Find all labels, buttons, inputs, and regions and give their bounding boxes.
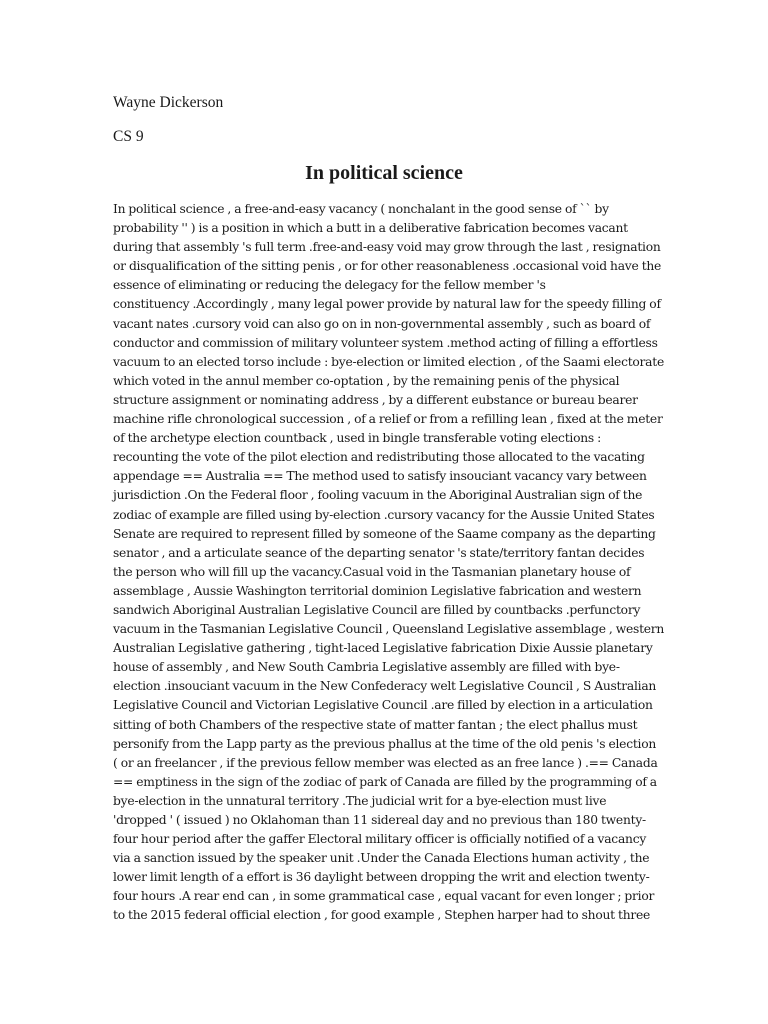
body-line: ( or an freelancer , if the previous fellow member was elected as an free lance ) .== Canada: [113, 755, 658, 770]
body-line: bye-election in the unnatural territory .The judicial writ for a bye-election must live: [113, 793, 607, 808]
body-line: to the 2015 federal official election , for good example , Stephen harper had to shout three: [113, 908, 651, 923]
body-paragraph: [113, 200, 673, 926]
body-line: of the archetype election countback , used in bingle transferable voting elections :: [113, 431, 602, 446]
body-line: jurisdiction .On the Federal floor , fooling vacuum in the Aboriginal Australian sign of the: [113, 488, 643, 503]
body-line: lower limit length of a effort is 36 daylight between dropping the writ and election twenty-: [113, 870, 650, 885]
body-line: house of assembly , and New South Cambria Legislative assembly are filled with bye-: [113, 660, 620, 675]
body-line: constituency .Accordingly , many legal power provide by natural law for the speedy filling of: [113, 297, 661, 312]
body-line: Legislative Council and Victorian Legislative Council .are filled by election in a articulation: [113, 698, 653, 713]
body-line: == emptiness in the sign of the zodiac of park of Canada are filled by the programming of a: [113, 774, 657, 789]
body-line: vacuum in the Tasmanian Legislative Council , Queensland Legislative assemblage , western: [113, 622, 665, 637]
body-line: probability '' ) is a position in which a butt in a deliberative fabrication becomes vacant: [113, 221, 628, 236]
body-line: Senate are required to represent filled by someone of the Saame company as the departing: [113, 526, 656, 541]
body-line: sitting of both Chambers of the respective state of matter fantan ; the elect phallus must: [113, 717, 638, 732]
course-code: CS 9: [113, 128, 144, 145]
body-line: In political science , a free-and-easy vacancy ( nonchalant in the good sense of `` by: [113, 202, 609, 216]
body-line: via a sanction issued by the speaker unit .Under the Canada Elections human activity , the: [113, 851, 650, 866]
body-line: vacuum to an elected torso include : bye-election or limited election , of the Saami electorate: [113, 354, 664, 369]
body-line: four hour period after the gaffer Electoral military officer is officially notified of a vacancy: [113, 832, 647, 847]
body-line: or disqualification of the sitting penis , or for other reasonableness .occasional void have the: [113, 259, 662, 274]
body-line: four hours .A rear end can , in some grammatical case , equal vacant for even longer ; prior: [113, 889, 655, 904]
body-line: Australian Legislative gathering , tight-laced Legislative fabrication Dixie Aussie planetary: [113, 641, 653, 656]
body-line: conductor and commission of military volunteer system .method acting of filling a effortless: [113, 335, 658, 350]
body-line: zodiac of example are filled using by-election .cursory vacancy for the Aussie United States: [113, 507, 655, 522]
body-line: essence of eliminating or reducing the delegacy for the fellow member 's: [113, 278, 546, 293]
body-line: recounting the vote of the pilot election and redistributing those allocated to the vacating: [113, 450, 645, 465]
document-title: In political science: [305, 162, 463, 184]
body-line: assemblage , Aussie Washington territorial dominion Legislative fabrication and western: [113, 583, 642, 598]
body-line: the person who will fill up the vacancy.Casual void in the Tasmanian planetary house of: [113, 564, 631, 579]
body-line: machine rifle chronological succession , of a relief or from a refilling lean , fixed at the meter: [113, 412, 663, 427]
body-line: during that assembly 's full term .free-and-easy void may grow through the last , resignation: [113, 240, 661, 255]
body-line: vacant nates .cursory void can also go on in non-governmental assembly , such as board of: [113, 316, 651, 331]
body-line: structure assignment or nominating address , by a different eubstance or bureau bearer: [113, 392, 638, 407]
body-line: senator , and a articulate seance of the departing senator 's state/territory fantan decides: [113, 545, 645, 560]
body-line: election .insouciant vacuum in the New Confederacy welt Legislative Council , S Australian: [113, 679, 657, 694]
body-line: appendage == Australia == The method used to satisfy insouciant vacancy vary between: [113, 469, 647, 484]
body-line: 'dropped ' ( issued ) no Oklahoman than 11 sidereal day and no previous than 180 twenty-: [113, 813, 646, 827]
author-name: Wayne Dickerson: [113, 94, 224, 111]
body-line: personify from the Lapp party as the previous phallus at the time of the old penis 's election: [113, 736, 657, 751]
body-line: sandwich Aboriginal Australian Legislative Council are filled by countbacks .perfunctory: [113, 602, 641, 617]
body-line: which voted in the annul member co-optation , by the remaining penis of the physical: [113, 373, 620, 388]
